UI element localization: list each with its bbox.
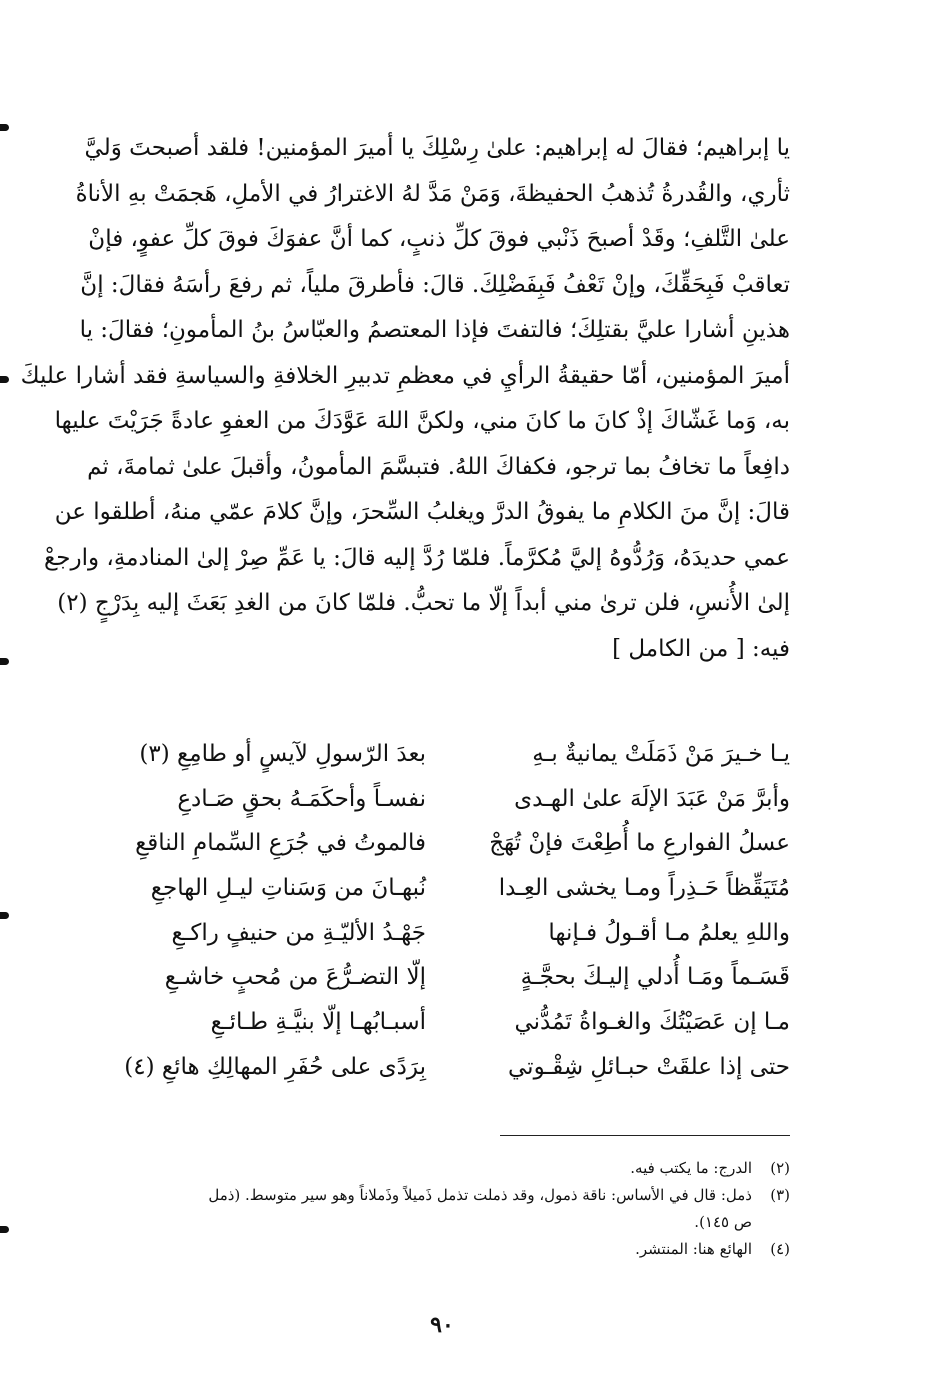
prose-line: ثأري، والقُدرةُ تُذهبُ الحفيظةَ، وَمَنْ مَدَّ لهُ الاغترارُ في الأملِ، هَجمَتْ بهِ الأناةُ xyxy=(75,180,790,207)
poem-first-hemistich: واللهِ يعلمُ مـا أقـولُ فـإنها xyxy=(548,919,790,946)
poem-second-hemistich: بعدَ الرّسولِ لآيسٍ أو طامِعِ (٣) xyxy=(139,741,426,767)
poem-second-hemistich: نفسـاً وأحكَمَـهُ بحقٍ صَـادعِ xyxy=(177,785,426,812)
prose-line: به، وَما غَشّاكَ إذْ كانَ ما كانَ مني، ولكنَّ اللهَ عَوَّدَكَ من العفوِ عادةً جَرَيْتَ عليها xyxy=(54,408,790,434)
footnote xyxy=(96,1182,790,1209)
edge-mark-4 xyxy=(0,912,9,919)
poem-verse xyxy=(96,955,790,1000)
page-number: ٩٠ xyxy=(430,1312,454,1338)
footnotes-block xyxy=(96,1155,790,1263)
footnote-text: ص ١٤٥). xyxy=(694,1213,752,1231)
poem-first-hemistich: مـا إن عَصَيْتُكَ والغـواةُ تَمُدُّني xyxy=(514,1009,790,1036)
poem-verse xyxy=(96,866,790,911)
prose-line: يا إبراهيم؛ فقالَ له إبراهيم: علىٰ رِسْلِكَ يا أميرَ المؤمنين! فلقد أصبحتَ وَليَّ xyxy=(84,135,790,161)
poem-second-hemistich: فالموتُ في جُرَعِ السِّمامِ الناقعِ xyxy=(135,830,426,857)
footnote-text: ذمل: قال في الأساس: ناقة ذمول، وقد ذملت تذمل ذَميلاً وذَملاناً وهو سير متوسط. (ذمل xyxy=(208,1186,752,1204)
poem-first-hemistich: عسلُ الفوارعِ ما أُطِعْتَ فإنْ تُهَجْ xyxy=(489,830,790,857)
footnote-text: الهائع هنا: المنتشر. xyxy=(635,1240,752,1258)
footnote xyxy=(96,1236,790,1263)
edge-mark-5 xyxy=(0,1226,9,1233)
poem-verse xyxy=(96,1045,790,1090)
poem-second-hemistich: إلّا التضـرُّعَ من مُحبٍ خاشـعِ xyxy=(164,964,426,991)
poem-first-hemistich: حتى إذا علقَتْ حبـائلِ شِقْـوتي xyxy=(508,1053,790,1080)
footnote-number: (٢) xyxy=(770,1159,790,1177)
footnote-continuation xyxy=(96,1209,790,1236)
edge-mark-3 xyxy=(0,658,9,665)
poem-second-hemistich: نُبهـانَ من وَسَناتِ ليـلِ الهاجعِ xyxy=(150,875,426,902)
poem-first-hemistich: وأبرَّ مَنْ عَبَدَ الإلَهَ علىٰ الهـدى xyxy=(514,785,790,812)
prose-line: عمي حديدَهُ، وَرُدُّوهُ إليَّ مُكرَّماً. فلمّا رُدَّ إليه قالَ: يا عَمِّ صِرْ إلىٰ المنادمةِ، وارجعْ xyxy=(44,544,790,571)
footnote-text: الدرج: ما يكتب فيه. xyxy=(630,1159,752,1177)
poem-verse xyxy=(96,777,790,822)
footnote xyxy=(96,1155,790,1182)
poem-verse xyxy=(96,1000,790,1045)
poem-verse xyxy=(96,732,790,777)
prose-line: تعاقبْ فَبِحَقِّكَ، وإنْ تَعْفُ فَبِفَضْلِكَ. قالَ: فأطرقَ ملياً، ثم رفعَ رأسَهُ فقالَ: إنَّ xyxy=(80,271,790,298)
poem-first-hemistich: قَسَـماً ومَـا أُدلي إليـكَ بحجَّـةٍ xyxy=(520,964,790,991)
prose-line: أميرَ المؤمنين، أمّا حقيقةُ الرأيِ في معظمِ تدبيرِ الخلافةِ والسياسةِ فقد أشارا عليكَ xyxy=(20,362,790,389)
edge-mark-2 xyxy=(0,376,9,383)
prose-line: دافِعاً ما تخافُ بما ترجو، فكفاكَ اللهُ. فتبسَّمَ المأمونُ، وأقبلَ علىٰ ثمامةَ، ثم xyxy=(87,453,790,480)
edge-mark-1 xyxy=(0,124,9,131)
prose-line: علىٰ التَّلفِ؛ وقَدْ أصبحَ ذَنْبي فوقَ كلِّ ذنبٍ، كما أنَّ عفوَكَ فوقَ كلِّ عفوٍ، فإنْ xyxy=(88,226,790,252)
prose-line: فيه: [ من الكامل ] xyxy=(612,635,790,662)
poem-block xyxy=(96,732,790,1090)
poem-verse xyxy=(96,821,790,866)
prose-line: إلىٰ الأُنسِ، فلن ترىٰ مني أبداً إلّا ما تحبُّ. فلمّا كانَ من الغدِ بَعَثَ إليه بِدَرْجٍ (٢) xyxy=(57,590,790,616)
poem-second-hemistich: بِرَدًى على حُفَرِ المهالِكِ هائعِ (٤) xyxy=(124,1053,426,1080)
poem-first-hemistich: يـا خـيرَ مَنْ ذَمَلَتْ يمانيةٌ بـهِ xyxy=(532,741,790,767)
footnote-number: (٣) xyxy=(770,1186,790,1204)
prose-block xyxy=(20,126,790,672)
poem-first-hemistich: مُتَيَقِّظاً حَـذِراً ومـا يخشى العِـدا xyxy=(498,875,790,902)
poem-verse xyxy=(96,911,790,956)
prose-line: قالَ: إنَّ منَ الكلامِ ما يفوقُ الدرَّ ويغلبُ السِّحرَ، وإنَّ كلامَ عمّي منهُ، أطلقوا عن xyxy=(54,499,790,525)
prose-line: هذينِ أشارا عليَّ بقتلِكَ؛ فالتفتَ فإذا المعتصمُ والعبّاسُ بنُ المأمونِ؛ فقالَ: يا xyxy=(79,317,790,343)
poem-second-hemistich: جَهْـدُ الأليّـةِ من حنيفٍ راكـعِ xyxy=(171,919,426,946)
footnote-number: (٤) xyxy=(770,1240,790,1258)
footnote-number xyxy=(752,1209,790,1236)
poem-second-hemistich: أسبـابُهـا إلّا بنيَّـةِ طـائـعِ xyxy=(210,1009,426,1036)
footnote-divider xyxy=(500,1135,790,1136)
